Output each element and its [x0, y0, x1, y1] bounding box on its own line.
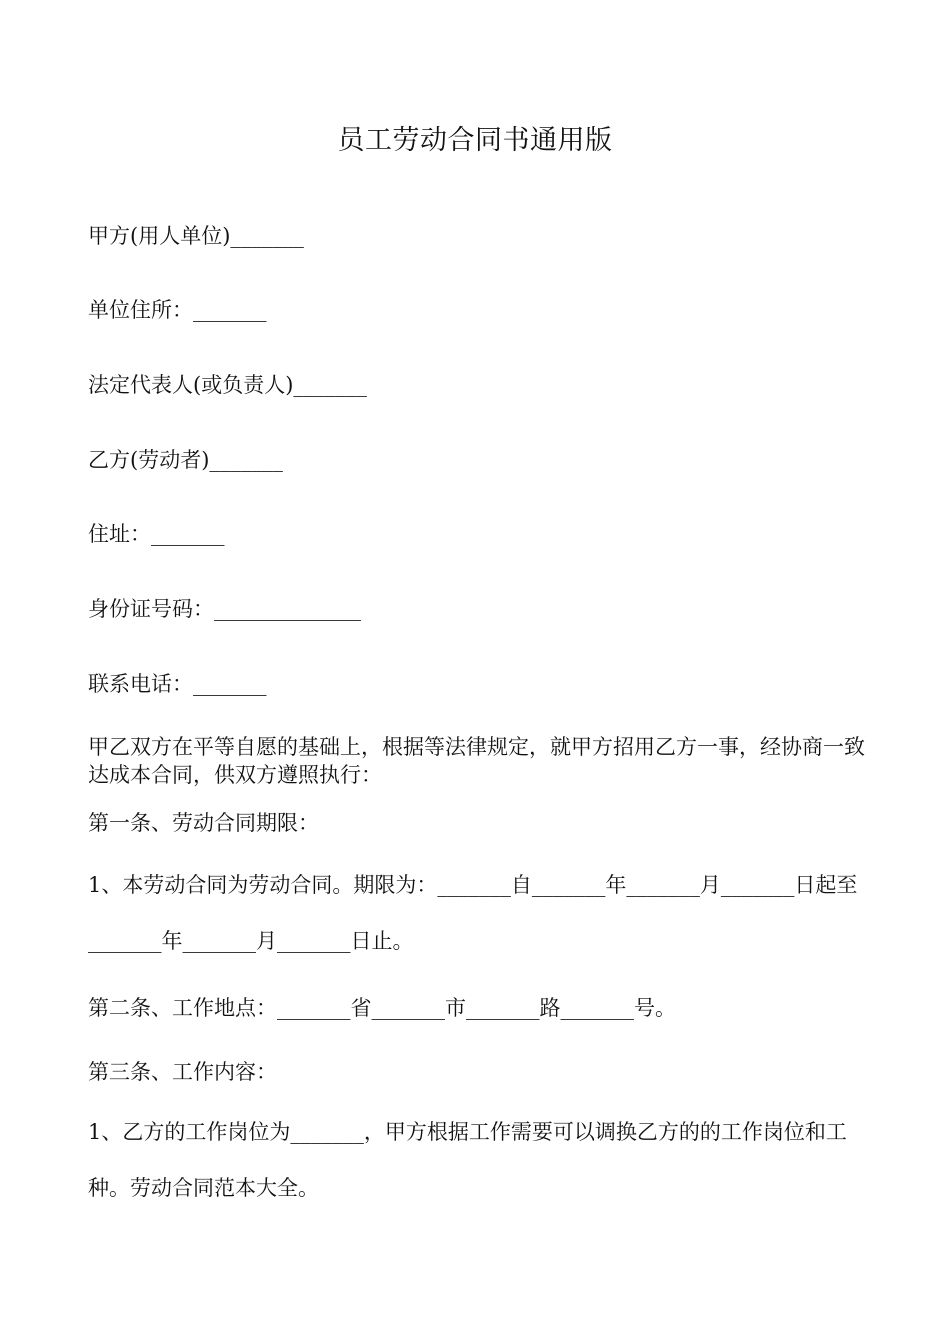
id-number-line: 身份证号码：______________: [88, 597, 361, 621]
phone-line: 联系电话：_______: [88, 672, 267, 696]
document-title: 员工劳动合同书通用版: [337, 125, 613, 156]
legal-representative-line: 法定代表人(或负责人)_______: [88, 373, 367, 397]
article-three-heading: 第三条、工作内容：: [88, 1060, 277, 1084]
party-a-line: 甲方(用人单位)_______: [88, 224, 304, 248]
article-one-heading: 第一条、劳动合同期限：: [88, 811, 319, 835]
address-line: 单位住所：_______: [88, 298, 267, 322]
contract-term-paragraph: 1、本劳动合同为劳动合同。期限为：_______自_______年_______月_______日起至_______年_______月_______日止。: [88, 873, 858, 953]
party-b-line: 乙方(劳动者)_______: [88, 448, 283, 472]
job-position-paragraph: 1、乙方的工作岗位为_______，甲方根据工作需要可以调换乙方的的工作岗位和工种。劳动合同范本大全。: [88, 1120, 847, 1200]
residence-line: 住址：_______: [88, 522, 225, 546]
article-two-line: 第二条、工作地点：_______省_______市_______路_______号。: [88, 996, 676, 1020]
intro-paragraph: 甲乙双方在平等自愿的基础上，根据等法律规定，就甲方招用乙方一事，经协商一致达成本合同，供双方遵照执行：: [88, 735, 865, 787]
